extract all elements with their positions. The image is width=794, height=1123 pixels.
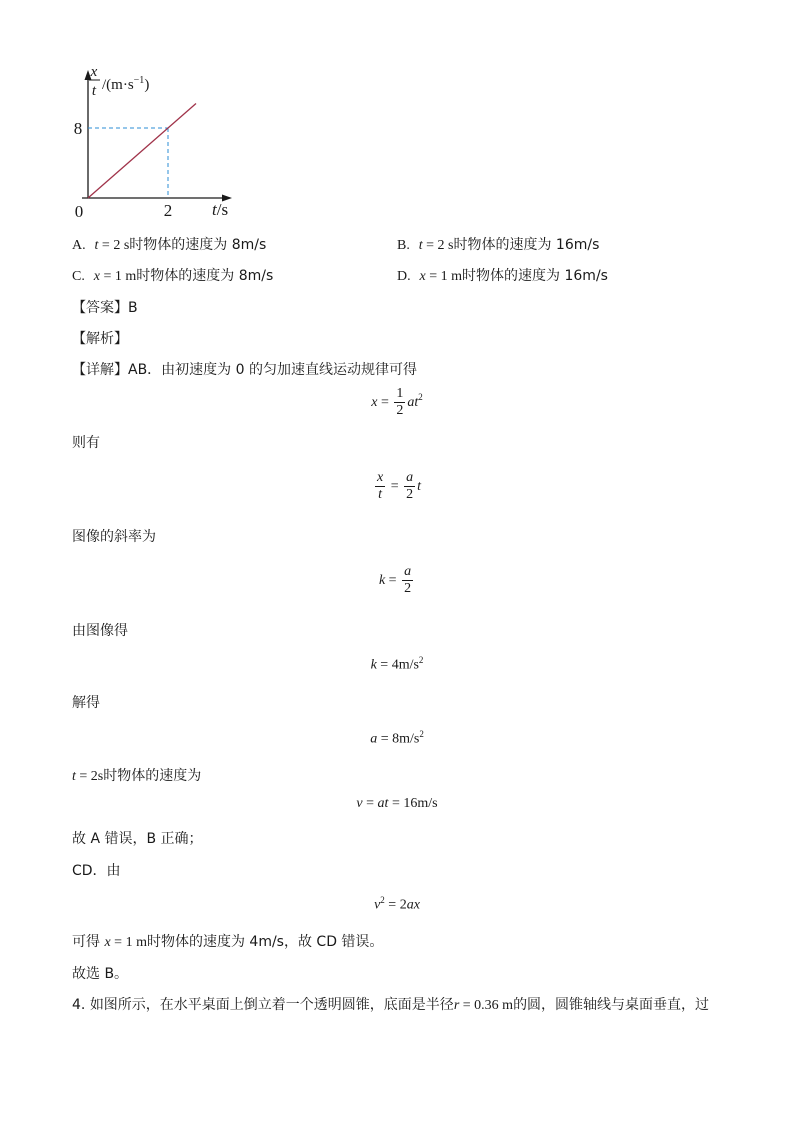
option-d-var: x	[419, 269, 426, 284]
line-choose: 故选 B。	[72, 966, 129, 982]
y-tick-label-8: 8	[73, 119, 83, 138]
option-d[interactable]	[397, 265, 608, 285]
series-line	[88, 104, 196, 199]
option-d-text: 时物体的速度为 16m/s	[462, 268, 608, 284]
option-a-text: 时物体的速度为 8m/s	[129, 237, 267, 253]
line-result: 可得 x = 1 m时物体的速度为 4m/s，故 CD 错误。	[72, 934, 384, 950]
equation-slope: k = $\frac{a}{2}$	[378, 564, 412, 597]
option-c-text: 时物体的速度为 8m/s	[136, 268, 274, 284]
line-solve: 解得	[72, 695, 100, 711]
option-d-eq: = 1 m	[425, 269, 463, 284]
option-a-eq: = 2 s	[98, 238, 130, 253]
equation-k-value: $k = 4m/s^2$	[370, 655, 424, 673]
y-axis-label-numerator: x	[90, 64, 98, 80]
question-4: 4. 如图所示，在水平桌面上倒立着一个透明圆锥，底面是半径r = 0.36 m的圆，圆锥轴线与桌面垂直，过	[72, 997, 710, 1013]
option-a[interactable]	[72, 234, 266, 254]
origin-label: 0	[74, 202, 84, 221]
velocity-time-graph	[60, 58, 250, 223]
line-then: 则有	[72, 435, 100, 451]
y-axis-label-unit: $/(m\cdot s^{-1})$	[102, 75, 150, 93]
line-t2: t = 2s时物体的速度为	[72, 768, 202, 784]
option-d-letter: D.	[397, 269, 411, 284]
equation-v-squared: $v^2 = 2ax$	[374, 895, 420, 913]
analysis-label: 【解析】	[72, 331, 128, 347]
option-a-var: t	[94, 238, 99, 253]
option-c[interactable]	[72, 265, 273, 285]
answer-value: B	[128, 300, 138, 316]
detail-text: AB．由初速度为 0 的匀加速直线运动规律可得	[128, 362, 417, 378]
answer-line	[72, 297, 138, 317]
option-b-eq: = 2 s	[422, 238, 454, 253]
detail-label: 【详解】	[72, 362, 128, 378]
option-a-letter: A.	[72, 238, 86, 253]
option-c-eq: = 1 m	[99, 269, 137, 284]
option-b-var: t	[418, 238, 423, 253]
equation-x-over-t: $\frac{x}{t}$ = $\frac{a}{2}$ t	[376, 470, 421, 503]
detail-line	[72, 359, 417, 379]
equation-displacement: x = $\frac{1}{2}$ $at^2$	[371, 386, 423, 419]
line-cd: CD．由	[72, 863, 121, 879]
line-slope: 图像的斜率为	[72, 529, 156, 545]
option-b-letter: B.	[397, 238, 410, 253]
answer-label: 【答案】	[72, 300, 128, 316]
option-b[interactable]	[397, 234, 599, 254]
equation-acceleration: $a = 8m/s^2$	[370, 729, 424, 747]
option-b-text: 时物体的速度为 16m/s	[453, 237, 600, 253]
line-conclude-ab: 故 A 错误，B 正确；	[72, 831, 203, 847]
option-c-var: x	[93, 269, 100, 284]
line-from-graph: 由图像得	[72, 623, 128, 639]
equation-velocity: v = at = 16m/s	[356, 796, 438, 811]
y-axis-label-denominator: t	[91, 83, 97, 99]
x-axis-label: t/s	[212, 200, 229, 219]
option-c-letter: C.	[72, 269, 85, 284]
x-tick-label-2: 2	[163, 201, 173, 220]
